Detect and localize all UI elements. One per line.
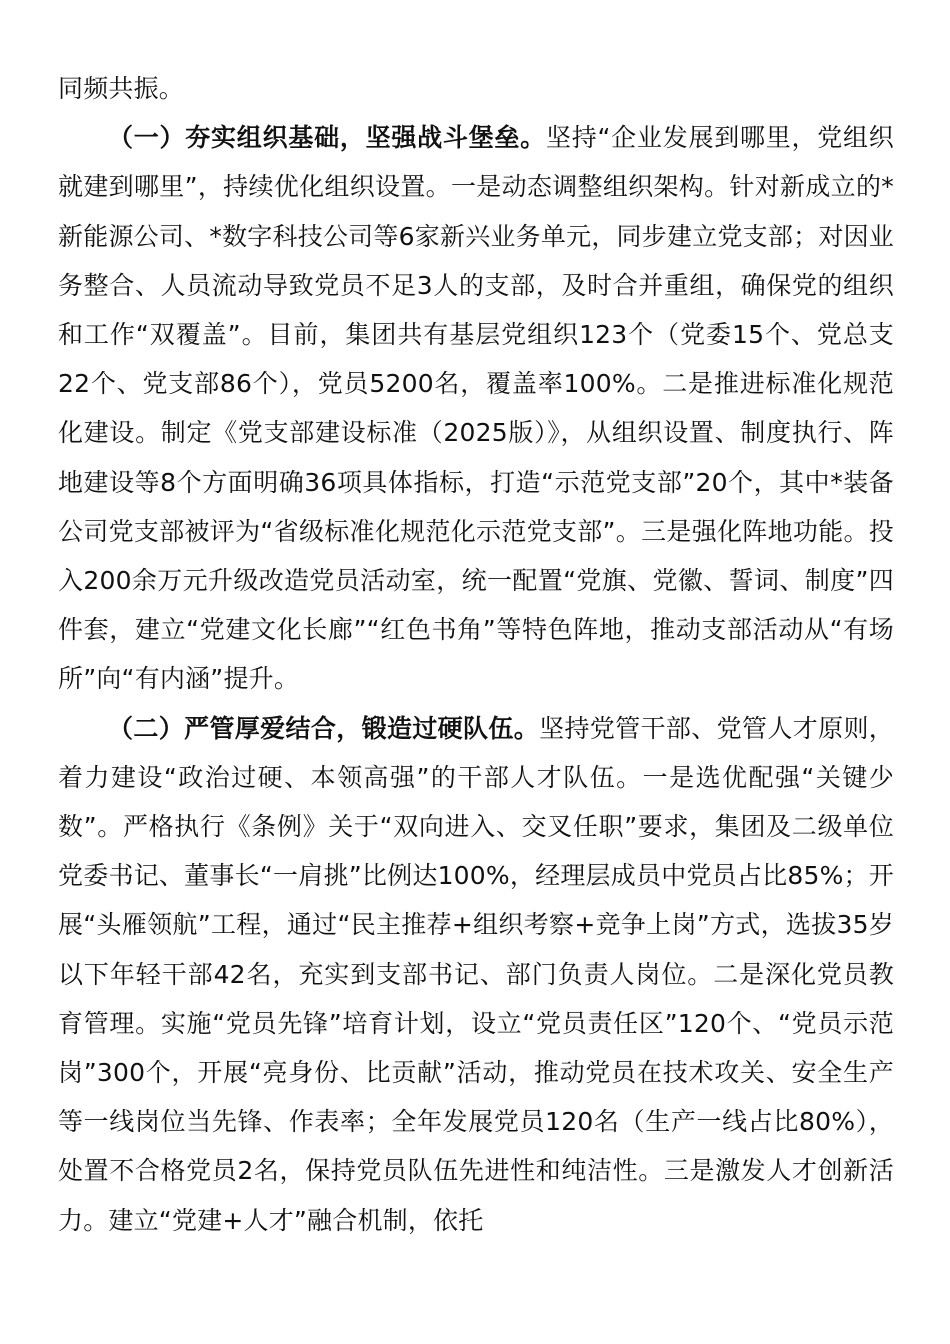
paragraph-section-2 bbox=[58, 704, 894, 1245]
paragraph-continuation bbox=[58, 64, 894, 113]
section-heading: （二）严管厚爱结合，锻造过硬队伍。 bbox=[108, 713, 540, 743]
paragraph-section-1 bbox=[58, 113, 894, 703]
paragraph-body: 坚持党管干部、党管人才原则，着力建设“政治过硬、本领高强”的干部人才队伍。一是选优配强“关键少数”。严格执行《条例》关于“双向进入、交叉任职”要求，集团及二级单位党委书记、董事长“一肩挑”比例达100%，经理层成员中党员占比85%；开展“头雁领航”工程，通过“民主推荐+组织考察+竞争上岗”方式，选拔35岁以下年轻干部42名，充实到支部书记、部门负责人岗位。二是深化党员教育管理。实施“党员先锋”培育计划，设立“党员责任区”120个、“党员示范岗”300个，开展“亮身份、比贡献”活动，推动党员在技术攻关、安全生产等一线岗位当先锋、作表率；全年发展党员120名（生产一线占比80%），处置不合格党员2名，保持党员队伍先进性和纯洁性。三是激发人才创新活力。建立“党建+人才”融合机制，依托 bbox=[58, 713, 894, 1235]
document-body bbox=[58, 64, 894, 1245]
paragraph-body: 坚持“企业发展到哪里，党组织就建到哪里”，持续优化组织设置。一是动态调整组织架构。针对新成立的*新能源公司、*数字科技公司等6家新兴业务单元，同步建立党支部；对因业务整合、人员流动导致党员不足3人的支部，及时合并重组，确保党的组织和工作“双覆盖”。目前，集团共有基层党组织123个（党委15个、党总支22个、党支部86个），党员5200名，覆盖率100%。二是推进标准化规范化建设。制定《党支部建设标准（2025版）》，从组织设置、制度执行、阵地建设等8个方面明确36项具体指标，打造“示范党支部”20个，其中*装备公司党支部被评为“省级标准化规范化示范党支部”。三是强化阵地功能。投入200余万元升级改造党员活动室，统一配置“党旗、党徽、誓词、制度”四件套，建立“党建文化长廊”“红色书角”等特色阵地，推动支部活动从“有场所”向“有内涵”提升。 bbox=[58, 123, 894, 694]
paragraph-body: 同频共振。 bbox=[58, 74, 185, 103]
section-heading: （一）夯实组织基础，坚强战斗堡垒。 bbox=[108, 123, 546, 153]
